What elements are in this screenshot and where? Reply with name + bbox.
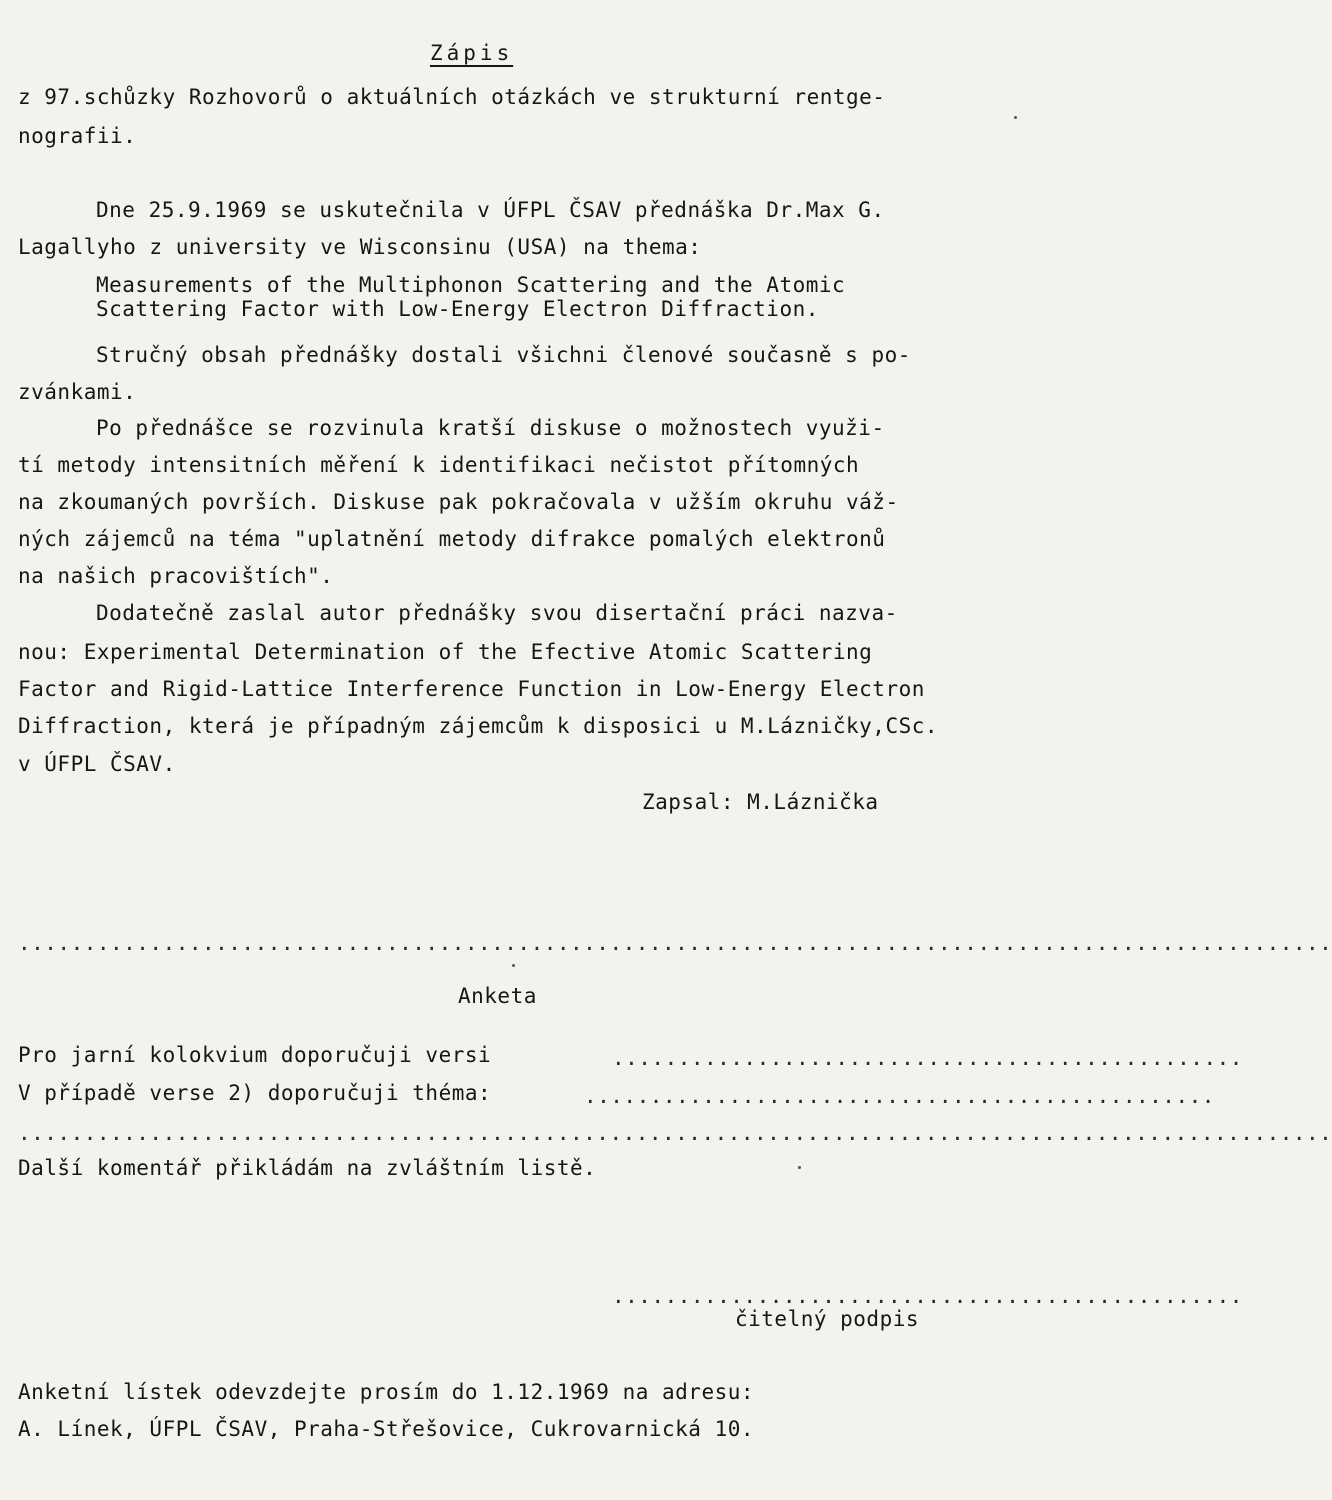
signature-line: ................................................ <box>612 1284 1243 1308</box>
body-line: Stručný obsah přednášky dostali všichni členové současně s po- <box>96 343 911 367</box>
survey-question-2: V případě verse 2) doporučuji théma: <box>18 1081 492 1105</box>
survey-heading: Anketa <box>458 984 537 1008</box>
body-line: zvánkami. <box>18 380 137 404</box>
body-line: v ÚFPL ČSAV. <box>18 752 176 776</box>
dotted-separator: .................................................................................................... <box>18 931 1332 955</box>
body-line: Factor and Rigid-Lattice Interference Function in Low-Energy Electron <box>18 677 925 701</box>
document-title: Zápis <box>430 41 514 65</box>
survey-comment: Další komentář přikládám na zvláštním listě. <box>18 1156 597 1180</box>
paper-speck <box>798 1166 801 1169</box>
intro-line: nografii. <box>18 124 137 148</box>
body-line: nou: Experimental Determination of the Efective Atomic Scattering <box>18 640 873 664</box>
body-line: ných zájemců na téma "uplatnění metody difrakce pomalých elektronů <box>18 527 886 551</box>
body-line: tí metody intensitních měření k identifikaci nečistot přítomných <box>18 453 860 477</box>
lecture-title-line: Measurements of the Multiphonon Scattering and the Atomic <box>96 273 846 297</box>
body-line: na zkoumaných površích. Diskuse pak pokračovala v užším okruhu váž- <box>18 490 899 514</box>
body-line: Dne 25.9.1969 se uskutečnila v ÚFPL ČSAV přednáška Dr.Max G. <box>96 198 885 222</box>
footer-line: A. Línek, ÚFPL ČSAV, Praha-Střešovice, Cukrovarnická 10. <box>18 1417 755 1441</box>
signature-label: čitelný podpis <box>735 1307 920 1331</box>
intro-line: z 97.schůzky Rozhovorů o aktuálních otázkách ve strukturní rentge- <box>18 85 886 109</box>
lecture-title-line: Scattering Factor with Low-Energy Electron Diffraction. <box>96 297 819 321</box>
footer-line: Anketní lístek odevzdejte prosím do 1.12.1969 na adresu: <box>18 1380 755 1404</box>
body-line: Diffraction, která je případným zájemcům k disposici u M.Lázničky,CSc. <box>18 714 939 738</box>
survey-question-1: Pro jarní kolokvium doporučuji versi <box>18 1043 492 1067</box>
paper-speck <box>512 964 515 967</box>
survey-answer-field-3: .................................................................................................... <box>18 1121 1332 1145</box>
body-line: Po přednášce se rozvinula kratší diskuse o možnostech využi- <box>96 416 885 440</box>
body-line: Lagallyho z university ve Wisconsinu (USA) na thema: <box>18 235 702 259</box>
body-line: na našich pracovištích". <box>18 564 334 588</box>
recorded-by: Zapsal: M.Láznička <box>642 790 879 814</box>
survey-answer-field-1: ................................................ <box>612 1046 1243 1070</box>
body-line: Dodatečně zaslal autor přednášky svou disertační práci nazva- <box>96 601 898 625</box>
survey-answer-field-2: ................................................ <box>584 1084 1215 1108</box>
paper-speck <box>1014 116 1017 119</box>
